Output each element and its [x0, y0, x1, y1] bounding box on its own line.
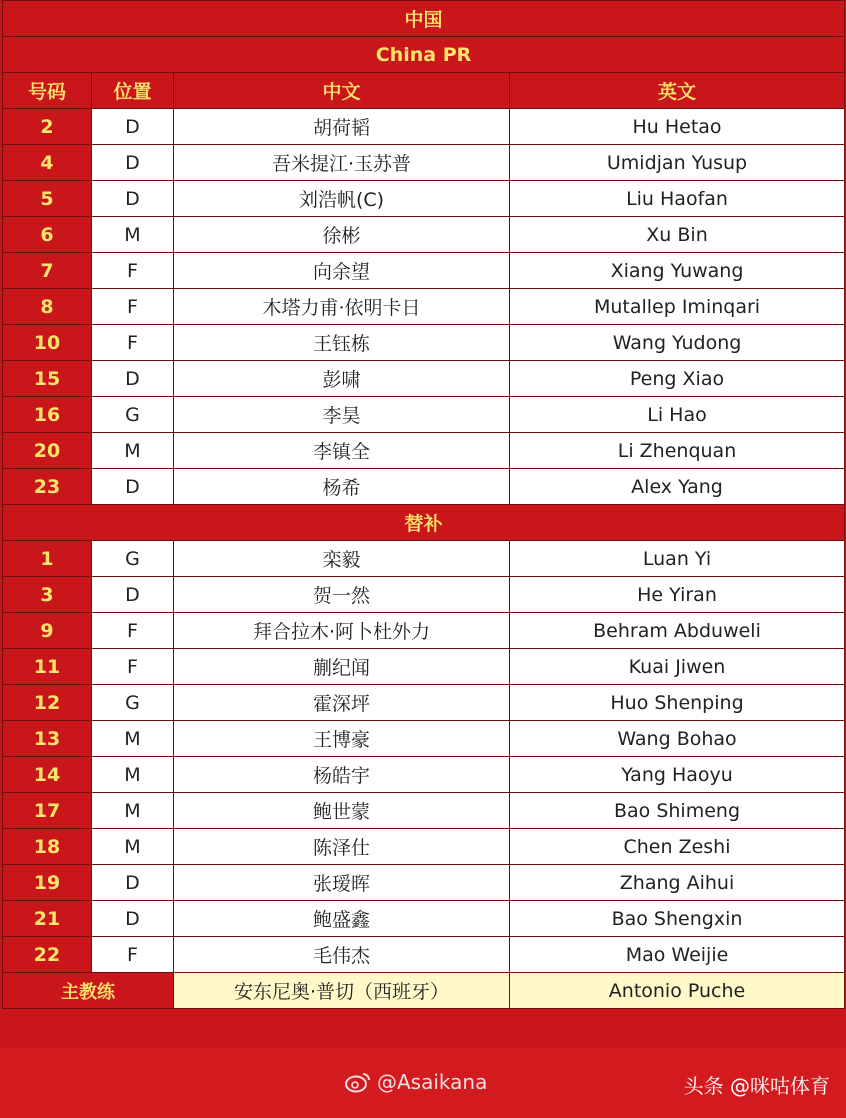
player-number: 12: [3, 685, 92, 721]
player-name-cn: 向余望: [174, 253, 510, 289]
player-position: D: [92, 145, 174, 181]
player-name-en: Liu Haofan: [510, 181, 845, 217]
player-name-cn: 杨希: [174, 469, 510, 505]
player-number: 9: [3, 613, 92, 649]
player-row: [3, 613, 845, 649]
player-number: 18: [3, 829, 92, 865]
player-row: [3, 181, 845, 217]
player-name-cn: 木塔力甫·依明卡日: [174, 289, 510, 325]
player-position: G: [92, 685, 174, 721]
player-name-en: Mutallep Iminqari: [510, 289, 845, 325]
player-row: [3, 325, 845, 361]
player-row: [3, 217, 845, 253]
weibo-handle: @Asaikana: [377, 1070, 488, 1094]
column-header-row: [3, 73, 845, 109]
player-number: 3: [3, 577, 92, 613]
player-position: G: [92, 541, 174, 577]
player-name-cn: 王钰栋: [174, 325, 510, 361]
player-row: [3, 433, 845, 469]
player-number: 4: [3, 145, 92, 181]
player-name-en: Mao Weijie: [510, 937, 845, 973]
player-position: D: [92, 469, 174, 505]
player-name-cn: 刘浩帆(C): [174, 181, 510, 217]
player-name-en: Li Hao: [510, 397, 845, 433]
player-name-cn: 霍深坪: [174, 685, 510, 721]
player-name-cn: 蒯纪闻: [174, 649, 510, 685]
player-row: [3, 145, 845, 181]
title-row-en: [3, 37, 845, 73]
player-number: 21: [3, 901, 92, 937]
header-chinese: 中文: [174, 73, 510, 109]
player-name-cn: 吾米提江·玉苏普: [174, 145, 510, 181]
player-position: D: [92, 901, 174, 937]
player-name-en: Alex Yang: [510, 469, 845, 505]
weibo-icon: [345, 1071, 371, 1093]
player-number: 19: [3, 865, 92, 901]
player-name-cn: 徐彬: [174, 217, 510, 253]
player-name-en: Xu Bin: [510, 217, 845, 253]
player-number: 17: [3, 793, 92, 829]
player-number: 16: [3, 397, 92, 433]
player-row: [3, 793, 845, 829]
player-name-cn: 李昊: [174, 397, 510, 433]
player-name-en: Chen Zeshi: [510, 829, 845, 865]
player-name-cn: 毛伟杰: [174, 937, 510, 973]
player-position: F: [92, 253, 174, 289]
player-position: D: [92, 577, 174, 613]
player-number: 22: [3, 937, 92, 973]
player-name-en: Wang Bohao: [510, 721, 845, 757]
player-name-en: Yang Haoyu: [510, 757, 845, 793]
player-number: 11: [3, 649, 92, 685]
player-position: M: [92, 793, 174, 829]
player-number: 23: [3, 469, 92, 505]
player-row: [3, 865, 845, 901]
player-name-en: Wang Yudong: [510, 325, 845, 361]
player-row: [3, 685, 845, 721]
weibo-watermark: [345, 1070, 487, 1094]
player-name-cn: 栾毅: [174, 541, 510, 577]
player-name-en: Behram Abduweli: [510, 613, 845, 649]
header-number: 号码: [3, 73, 92, 109]
player-name-cn: 王博豪: [174, 721, 510, 757]
player-row: [3, 649, 845, 685]
player-name-en: Bao Shimeng: [510, 793, 845, 829]
player-name-en: Huo Shenping: [510, 685, 845, 721]
player-name-en: Umidjan Yusup: [510, 145, 845, 181]
player-name-en: Luan Yi: [510, 541, 845, 577]
player-position: D: [92, 865, 174, 901]
player-position: G: [92, 397, 174, 433]
country-title-cn: 中国: [3, 1, 845, 37]
player-number: 2: [3, 109, 92, 145]
player-number: 6: [3, 217, 92, 253]
player-position: F: [92, 325, 174, 361]
player-number: 5: [3, 181, 92, 217]
player-position: F: [92, 649, 174, 685]
player-number: 7: [3, 253, 92, 289]
player-name-en: Li Zhenquan: [510, 433, 845, 469]
player-position: M: [92, 721, 174, 757]
player-position: F: [92, 937, 174, 973]
player-row: [3, 937, 845, 973]
roster-table: [2, 0, 845, 1009]
player-name-cn: 陈泽仕: [174, 829, 510, 865]
player-row: [3, 109, 845, 145]
player-number: 10: [3, 325, 92, 361]
player-number: 8: [3, 289, 92, 325]
country-title-en: China PR: [3, 37, 845, 73]
header-english: 英文: [510, 73, 845, 109]
player-position: F: [92, 289, 174, 325]
coach-label: 主教练: [3, 973, 174, 1009]
toutiao-watermark: 头条 @咪咕体育: [683, 1074, 830, 1098]
player-name-en: He Yiran: [510, 577, 845, 613]
player-name-cn: 胡荷韬: [174, 109, 510, 145]
title-row-cn: [3, 1, 845, 37]
player-row: [3, 901, 845, 937]
player-row: [3, 253, 845, 289]
player-name-cn: 鲍世蒙: [174, 793, 510, 829]
coach-name-en: Antonio Puche: [510, 973, 845, 1009]
subs-title-row: [3, 505, 845, 541]
player-name-cn: 张瑷晖: [174, 865, 510, 901]
subs-title: 替补: [3, 505, 845, 541]
coach-row: [3, 973, 845, 1009]
player-number: 20: [3, 433, 92, 469]
player-row: [3, 721, 845, 757]
player-number: 14: [3, 757, 92, 793]
player-name-cn: 拜合拉木·阿卜杜外力: [174, 613, 510, 649]
player-position: M: [92, 217, 174, 253]
player-position: M: [92, 433, 174, 469]
player-row: [3, 541, 845, 577]
player-number: 13: [3, 721, 92, 757]
player-position: M: [92, 757, 174, 793]
player-row: [3, 289, 845, 325]
player-row: [3, 757, 845, 793]
player-position: D: [92, 109, 174, 145]
player-name-en: Xiang Yuwang: [510, 253, 845, 289]
player-name-en: Bao Shengxin: [510, 901, 845, 937]
player-position: D: [92, 361, 174, 397]
player-name-en: Kuai Jiwen: [510, 649, 845, 685]
player-position: D: [92, 181, 174, 217]
player-name-cn: 鲍盛鑫: [174, 901, 510, 937]
player-row: [3, 829, 845, 865]
player-number: 15: [3, 361, 92, 397]
player-name-cn: 彭啸: [174, 361, 510, 397]
player-row: [3, 397, 845, 433]
player-row: [3, 577, 845, 613]
player-row: [3, 361, 845, 397]
player-position: M: [92, 829, 174, 865]
player-name-en: Zhang Aihui: [510, 865, 845, 901]
player-name-en: Hu Hetao: [510, 109, 845, 145]
footer-band: [0, 1048, 846, 1118]
player-name-en: Peng Xiao: [510, 361, 845, 397]
player-position: F: [92, 613, 174, 649]
player-name-cn: 贺一然: [174, 577, 510, 613]
player-row: [3, 469, 845, 505]
header-position: 位置: [92, 73, 174, 109]
player-name-cn: 李镇全: [174, 433, 510, 469]
player-name-cn: 杨皓宇: [174, 757, 510, 793]
player-number: 1: [3, 541, 92, 577]
coach-name-cn: 安东尼奥·普切（西班牙）: [174, 973, 510, 1009]
